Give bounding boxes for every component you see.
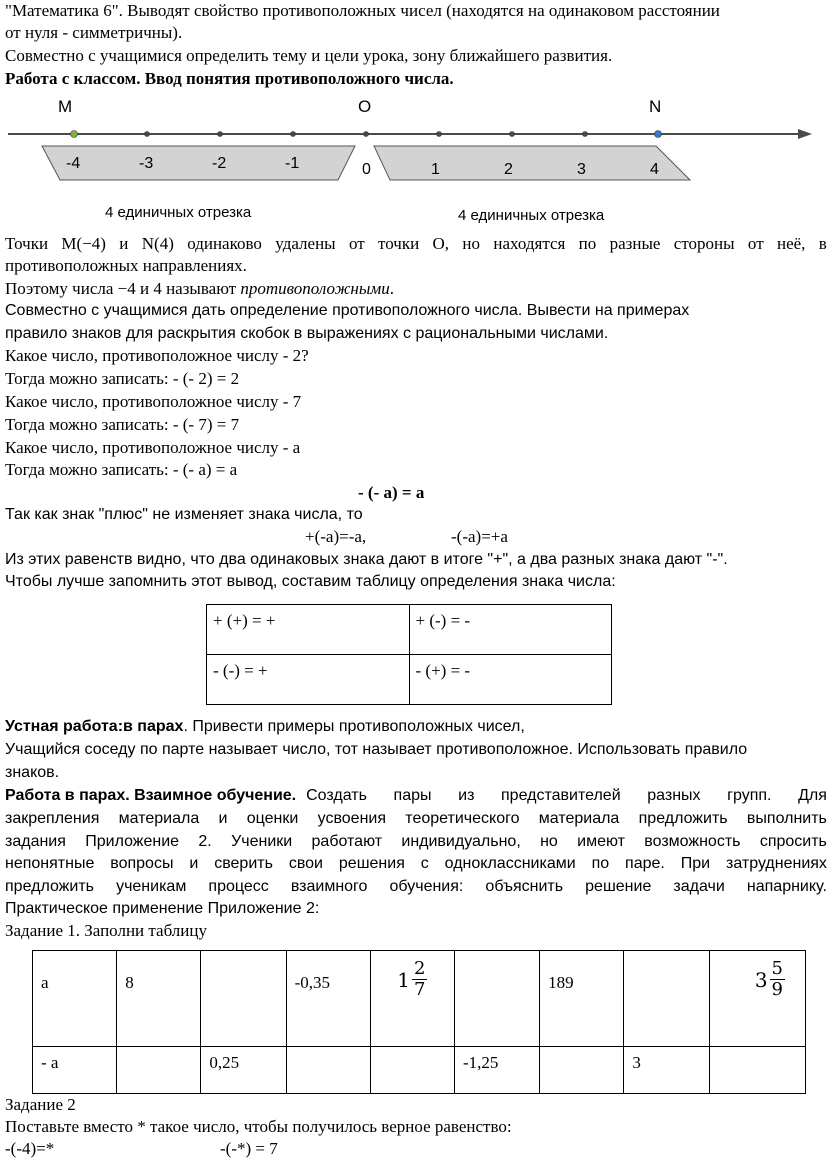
word: Создать xyxy=(306,787,367,804)
opposite-term: противоположными xyxy=(240,279,390,298)
word: в xyxy=(818,234,827,253)
section-heading-class-work: Работа с классом. Ввод понятия противоположного числа. xyxy=(5,69,454,88)
word: с xyxy=(420,855,429,872)
word: пары xyxy=(393,787,432,804)
fraction-cell xyxy=(370,951,454,1047)
fraction-cell xyxy=(709,951,805,1047)
table-cell xyxy=(201,951,286,1047)
table-row xyxy=(207,655,612,705)
answer-2: Тогда можно записать: - (- 7) = 7 xyxy=(5,415,240,434)
table-cell: - а xyxy=(33,1047,117,1094)
tick-label: -3 xyxy=(139,155,154,172)
word: но xyxy=(540,833,558,850)
word: удалены xyxy=(275,234,336,253)
word: вопросы xyxy=(110,855,174,872)
tick-label: 4 xyxy=(650,161,659,178)
table-cell: - (-) = + xyxy=(207,655,410,705)
number-line-figure xyxy=(0,92,816,227)
pair-work-line-2 xyxy=(5,808,827,829)
word: теоретического xyxy=(405,810,520,827)
word: разных xyxy=(647,787,701,804)
word: решения xyxy=(338,855,405,872)
points-paragraph-line-2: противоположных направлениях. xyxy=(5,256,247,275)
equation-1: +(-а)=-а, xyxy=(305,527,367,546)
equation-2: -(-а)=+а xyxy=(451,527,508,546)
word: точки xyxy=(378,234,420,253)
period: . xyxy=(389,279,394,298)
word: материала xyxy=(118,810,200,827)
table-cell xyxy=(454,951,539,1047)
oral-work-text: . Привести примеры противоположных чисел, xyxy=(183,718,525,735)
word: и xyxy=(119,234,129,253)
table-cell: + (-) = - xyxy=(409,605,612,655)
question-1: Какое число, противоположное числу - 2? xyxy=(5,346,309,365)
word: задачи xyxy=(673,878,725,895)
right-segment-shade xyxy=(374,146,690,180)
word: от xyxy=(348,234,365,253)
word: взаимного xyxy=(290,878,368,895)
word: M(−4) xyxy=(61,234,106,253)
mixed-fraction xyxy=(755,959,785,1000)
table-cell xyxy=(540,1047,624,1094)
practice-line: Практическое применение Приложение 2: xyxy=(5,900,320,917)
word: индивидуально, xyxy=(401,833,521,850)
answer-1: Тогда можно записать: - (- 2) = 2 xyxy=(5,369,240,388)
word: по xyxy=(578,234,597,253)
word: групп. xyxy=(727,787,772,804)
table-cell: 8 xyxy=(117,951,201,1047)
word: и xyxy=(218,810,228,827)
oral-work-line xyxy=(5,716,525,737)
word: сверить xyxy=(214,855,273,872)
word: ученикам xyxy=(116,878,187,895)
word: объяснить xyxy=(485,878,564,895)
pair-work-line-1-text xyxy=(306,785,827,806)
tick-label: 2 xyxy=(504,161,513,178)
table-cell xyxy=(117,1047,201,1094)
tick-label: -4 xyxy=(66,155,81,172)
tick-label: -1 xyxy=(285,155,300,172)
word: процесс xyxy=(208,878,269,895)
word: При xyxy=(680,855,711,872)
task-2-question: Поставьте вместо * такое число, чтобы получилось верное равенство: xyxy=(5,1117,512,1136)
point-N-label: N xyxy=(649,97,662,116)
word: паре. xyxy=(625,855,665,872)
table-cell: 0,25 xyxy=(201,1047,286,1094)
table-row xyxy=(207,605,612,655)
fraction-denominator: 7 xyxy=(414,979,426,1000)
sign-rule-line: Из этих равенств видно, что два одинаковых знака дают в итоге "+", а два разных знака дают "-". xyxy=(5,551,728,568)
number-line-point xyxy=(145,132,150,137)
word: затруднениях xyxy=(726,855,827,872)
question-3: Какое число, противоположное числу - а xyxy=(5,438,301,457)
number-line-point xyxy=(437,132,442,137)
point-M-label: M xyxy=(58,97,73,116)
fraction-denominator: 9 xyxy=(771,979,783,1000)
word: свои xyxy=(288,855,323,872)
number-line-point xyxy=(510,132,515,137)
word: оценки xyxy=(246,810,299,827)
word: решение xyxy=(585,878,652,895)
points-paragraph-line-1 xyxy=(5,233,827,254)
word: 2. xyxy=(198,833,212,850)
table-row xyxy=(33,951,806,1047)
table-intro-line: Чтобы лучше запомнить этот вывод, составим таблицу определения знака числа: xyxy=(5,573,616,590)
word: разные xyxy=(609,234,661,253)
word: Приложение xyxy=(85,833,180,850)
tick-label: 3 xyxy=(577,161,586,178)
goals-line: Совместно с учащимися определить тему и цели урока, зону ближайшего развития. xyxy=(5,46,613,65)
number-line-point xyxy=(71,131,78,138)
word: закрепления xyxy=(5,810,100,827)
word: N(4) xyxy=(141,234,174,253)
number-line-point xyxy=(655,131,662,138)
pair-work-line-1 xyxy=(5,785,827,806)
word: представителей xyxy=(501,787,621,804)
word: неё, xyxy=(776,234,806,253)
table-cell: а xyxy=(33,951,117,1047)
word: но xyxy=(462,234,480,253)
tick-label: 0 xyxy=(362,161,371,178)
table-cell: + (+) = + xyxy=(207,605,410,655)
word: напарнику. xyxy=(746,878,827,895)
number-line-point xyxy=(218,132,223,137)
sign-rule-table xyxy=(206,604,612,705)
left-segment-shade xyxy=(42,146,355,180)
word: работают xyxy=(311,833,383,850)
question-2: Какое число, противоположное числу - 7 xyxy=(5,392,302,411)
number-line-point xyxy=(364,132,369,137)
word: имеют xyxy=(577,833,625,850)
word: O, xyxy=(432,234,450,253)
word: предложить xyxy=(638,810,728,827)
word: предложить xyxy=(5,878,94,895)
opposite-numbers-line xyxy=(5,278,394,299)
table-cell: 3 xyxy=(624,1047,709,1094)
word: по xyxy=(591,855,610,872)
axis-arrowhead xyxy=(798,129,812,139)
definition-line-1: Совместно с учащимися дать определение противоположного числа. Вывести на примерах xyxy=(5,302,690,319)
word: находятся xyxy=(493,234,566,253)
number-line-point xyxy=(583,132,588,137)
fraction-numerator: 5 xyxy=(771,958,783,979)
table-cell: 189 xyxy=(540,951,624,1047)
word: и xyxy=(189,855,199,872)
tick-label: 1 xyxy=(431,161,440,178)
word: от xyxy=(747,234,764,253)
fraction-numerator: 2 xyxy=(414,958,426,979)
task-1-title: Задание 1. Заполни таблицу xyxy=(5,921,207,940)
pair-work-line-5 xyxy=(5,876,827,897)
task-1-table xyxy=(32,950,806,1094)
pair-work-heading: Работа в парах. Взаимное обучение. xyxy=(5,787,297,804)
word: спросить xyxy=(759,833,827,850)
word: задания xyxy=(5,833,66,850)
word: Точки xyxy=(5,234,49,253)
word: одноклассниками xyxy=(444,855,576,872)
right-segment-caption: 4 единичных отрезка xyxy=(458,207,605,224)
oral-work-line-3: знаков. xyxy=(5,764,60,781)
oral-work-line-2: Учащийся соседу по парте называет число, тот называет противоположное. Использовать правило xyxy=(5,741,748,758)
word: усвоения xyxy=(317,810,386,827)
word: из xyxy=(458,787,475,804)
word: материала xyxy=(538,810,620,827)
task-2-equation-2: -(-*) = 7 xyxy=(220,1139,278,1158)
word: Для xyxy=(798,787,827,804)
rule-formula: - (- а) = а xyxy=(358,483,425,502)
fraction-whole: 1 xyxy=(397,967,410,992)
table-cell: -1,25 xyxy=(454,1047,539,1094)
table-row xyxy=(33,1047,806,1094)
task-2-title: Задание 2 xyxy=(5,1095,76,1114)
plus-sign-line: Так как знак "плюс" не изменяет знака числа, то xyxy=(5,506,363,523)
fraction-part xyxy=(412,959,427,1000)
table-cell xyxy=(370,1047,454,1094)
intro-line-1: "Математика 6". Выводят свойство противоположных чисел (находятся на одинаковом расстоянии xyxy=(5,1,720,20)
word: непонятные xyxy=(5,855,95,872)
table-cell xyxy=(286,1047,370,1094)
pair-work-line-3 xyxy=(5,831,827,852)
fraction-part xyxy=(770,959,785,1000)
table-cell: - (+) = - xyxy=(409,655,612,705)
left-segment-caption: 4 единичных отрезка xyxy=(105,204,252,221)
definition-line-2: правило знаков для раскрытия скобок в выражениях с рациональными числами. xyxy=(5,325,609,342)
fraction-whole: 3 xyxy=(754,967,768,992)
word: обучения: xyxy=(389,878,464,895)
table-cell: -0,35 xyxy=(286,951,370,1047)
table-cell xyxy=(709,1047,805,1094)
word: стороны xyxy=(673,234,735,253)
opposite-numbers-text: Поэтому числа −4 и 4 называют xyxy=(5,279,241,298)
mixed-fraction xyxy=(397,959,427,1000)
pair-work-line-4 xyxy=(5,853,827,874)
word: выполнить xyxy=(746,810,827,827)
word: одинаково xyxy=(187,234,262,253)
oral-work-heading: Устная работа:в парах xyxy=(5,718,184,735)
word: возможность xyxy=(644,833,741,850)
answer-3: Тогда можно записать: - (- а) = а xyxy=(5,460,238,479)
intro-line-2: от нуля - симметричны). xyxy=(5,23,183,42)
word: Ученики xyxy=(231,833,293,850)
tick-label: -2 xyxy=(212,155,227,172)
number-line-point xyxy=(291,132,296,137)
point-O-label: O xyxy=(358,97,372,116)
table-cell xyxy=(624,951,709,1047)
task-2-equation-1: -(-4)=* xyxy=(5,1139,55,1158)
